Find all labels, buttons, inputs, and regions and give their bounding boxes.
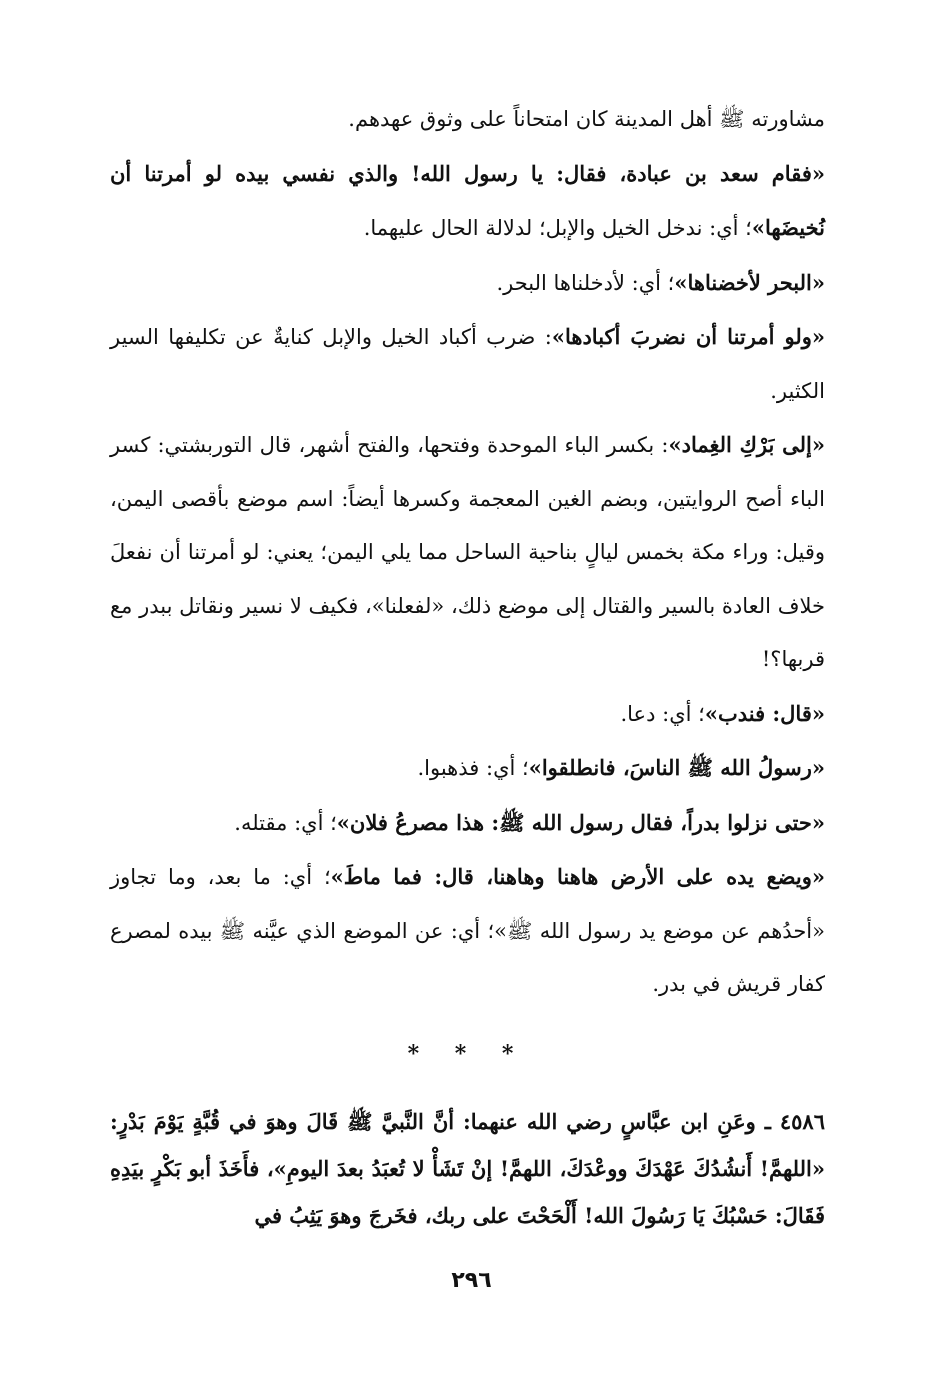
commentary: ؛ أي: مقتله.: [234, 810, 337, 835]
paragraph-6: [110, 687, 825, 742]
page-number: ٢٩٦: [451, 1268, 492, 1293]
commentary: ؛ أي: ما بعد، وما تجاوز «أحدُهم عن موضع يد رسول الله ﷺ»؛ أي: عن الموضع الذي عيَّنه ﷺ بيده لمصرع كفار قريش في بدر.: [110, 865, 825, 996]
commentary: مشاورته ﷺ أهل المدينة كان امتحاناً على وثوق عهدهم.: [348, 107, 825, 131]
commentary: : بكسر الباء الموحدة وفتحها، والفتح أشهر، قال التوربشتي: كسر الباء أصح الروايتين، وبضم الغين المعجمة وكسرها أيضاً: اسم موضع بأقصى اليمن، وقيل: وراء مكة بخمس ليالٍ بناحية الساحل مما يلي اليمن؛ يعني: لو أمرتنا أن نفعلَ خلاف العادة بالسير والقتال إلى موضع ذلك، «لفعلنا»، فكيف لا نسير ونقاتل ببدر مع قربها؟!: [110, 433, 825, 671]
commentary: : ضرب أكباد الخيل والإبل كنايةٌ عن تكليفها السير الكثير.: [110, 325, 825, 403]
commentary: ؛ أي: فذهبوا.: [417, 756, 529, 780]
paragraph-2: [110, 147, 825, 256]
quote: «فقام سعد بن عبادة، فقال: يا رسول الله! والذي نفسي بيده لو أمرتنا أن نُخيضَها»: [110, 160, 825, 240]
paragraph-8: [110, 796, 825, 851]
paragraph-5: [110, 418, 825, 687]
quote: «حتى نزلوا بدراً، فقال رسول الله ﷺ: هذا مصرعُ فلان»: [336, 809, 825, 835]
commentary: ؛ أي: ندخل الخيل والإبل؛ لدلالة الحال عليهما.: [363, 216, 752, 240]
quote: «قال: فندب»: [704, 700, 825, 726]
paragraph-9: [110, 850, 825, 1012]
paragraph-3: [110, 256, 825, 311]
quote: «رسولُ الله ﷺ الناسَ، فانطلقوا»: [528, 755, 825, 780]
page-body: [110, 92, 825, 1260]
paragraph-1: [110, 92, 825, 147]
hadith-text: ٤٥٨٦ ـ وعَنِ ابن عبَّاسٍ رضي الله عنهما: أنَّ النَّبيَّ ﷺ قَالَ وهوَ في قُبَّةٍ يَوْمَ بَدْرٍ: «اللهمَّ! أَنشُدُكَ عَهْدَكَ ووعْدَكَ، اللهمَّ! إنْ تَشَأْ لا تُعبَدُ بعدَ اليومِ»، فأَخَذَ أبو بَكْرٍ بيَدِهِ فَقَالَ: حَسْبُكَ يَا رَسُولَ الله! أَلْحَحْتَ على ربك، فخَرجَ وهوَ يَثِبُ في: [110, 1108, 825, 1228]
quote: «ولو أمرتنا أن نضربَ أكبادها»: [551, 324, 825, 349]
commentary: ؛ أي: لأدخلناها البحر.: [496, 270, 675, 295]
paragraph-7: [110, 741, 825, 796]
quote: «ويضع يده على الأرض هاهنا وهاهنا، قال: فما ماطَ»: [330, 864, 825, 889]
quote: «البحر لأخضناها»: [674, 269, 825, 295]
section-separator: * * *: [407, 1040, 528, 1067]
quote: «إلى بَرْكِ الغِماد»: [668, 432, 825, 457]
paragraph-4: [110, 310, 825, 418]
commentary: ؛ أي: دعا.: [620, 701, 705, 726]
